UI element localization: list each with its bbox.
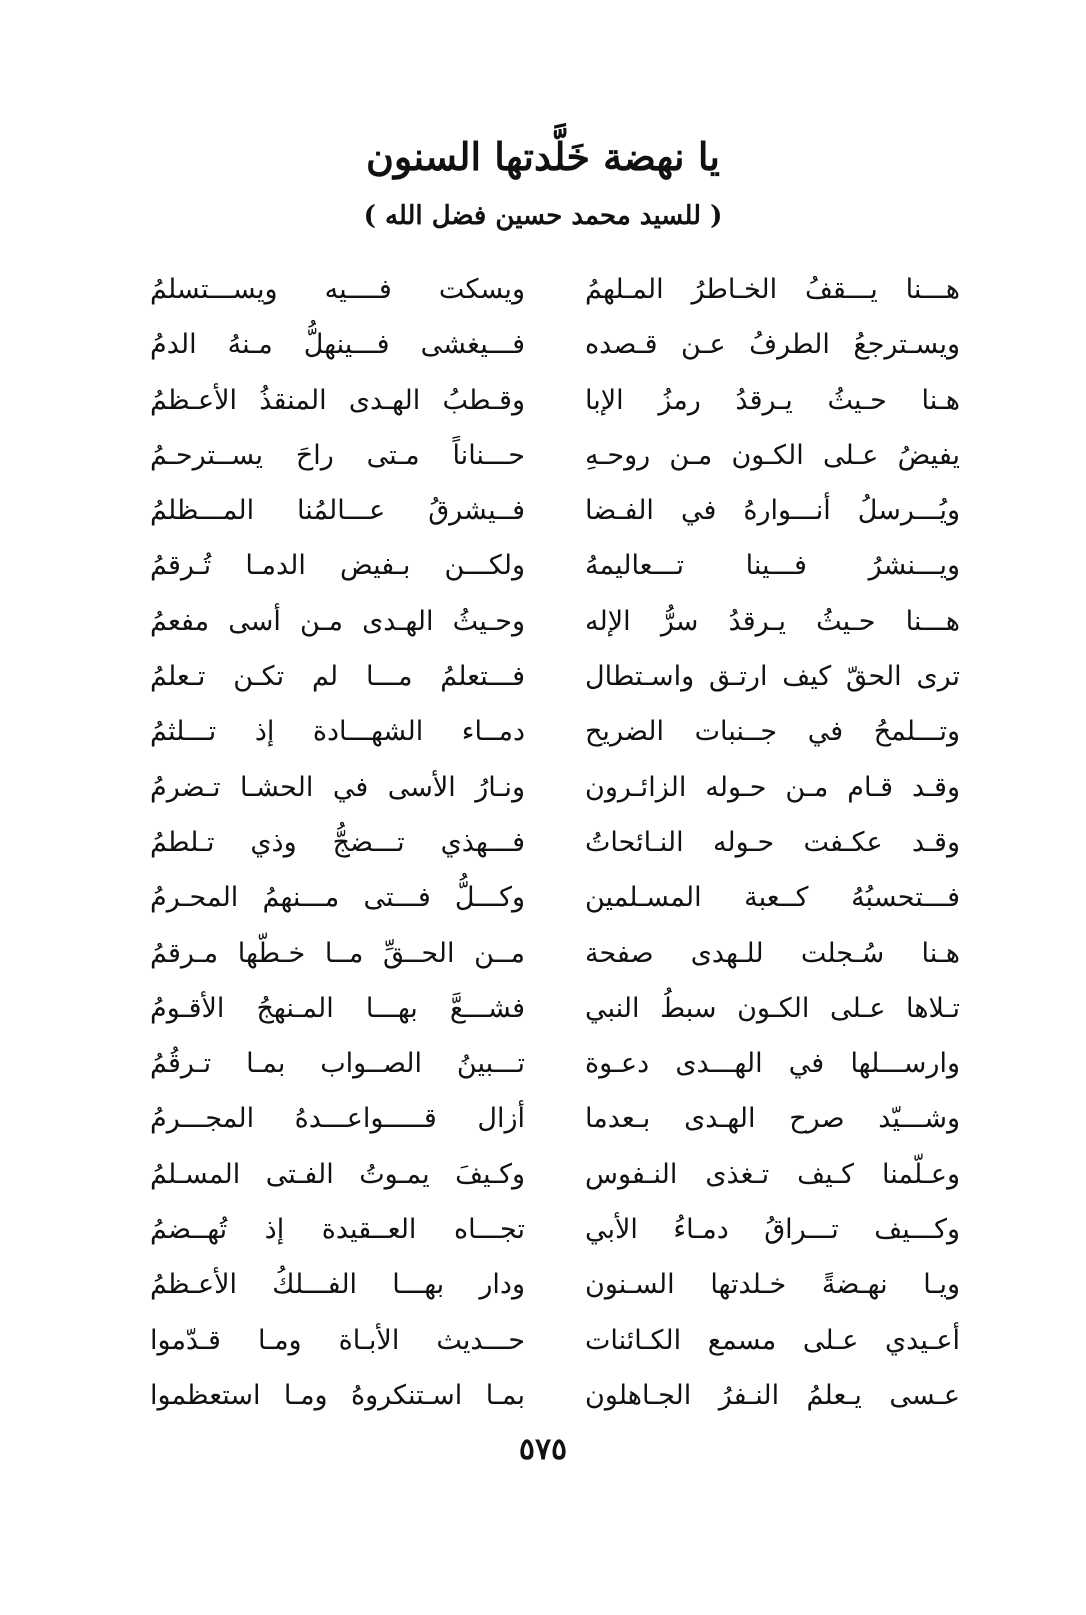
- verse-line: [150, 649, 960, 704]
- poem-body: [150, 262, 960, 1412]
- verse-line: [150, 1091, 960, 1146]
- first-hemistich: هـنا سُـجلت للـهدى صفحة: [585, 937, 960, 969]
- verse-line: [150, 815, 960, 870]
- verse-line: [150, 926, 960, 981]
- second-hemistich: حـــديث الأبـاة ومـا قـدّموا: [150, 1324, 525, 1356]
- verse-line: [150, 760, 960, 815]
- verse-line: [150, 1036, 960, 1091]
- verse-line: [150, 870, 960, 925]
- verse-line: [150, 483, 960, 538]
- second-hemistich: حـــناناً مـتى راحَ يســترحـمُ: [150, 439, 525, 471]
- page-number: ٥٧٥: [518, 1432, 568, 1467]
- first-hemistich: يفيضُ عـلى الكـون مـن روحـهِ: [585, 439, 960, 471]
- first-hemistich: عـسى يـعلمُ النـفرُ الجـاهلون: [585, 1379, 960, 1411]
- verse-line: [150, 1202, 960, 1257]
- first-hemistich: فـــتحسبُهُ كــعبة المسـلمين: [585, 882, 960, 914]
- verse-line: [150, 1313, 960, 1368]
- first-hemistich: تـلاها عـلى الكـون سبطُ النبي: [585, 992, 960, 1024]
- verse-line: [150, 1147, 960, 1202]
- first-hemistich: هـنا حـيثُ يـرقدُ رمزُ الإبا: [585, 384, 960, 416]
- first-hemistich: ويـــنشرُ فـــينا تـــعاليمهُ: [585, 550, 960, 582]
- first-hemistich: هـــنا يـــقفُ الخـاطرُ المـلهمُ: [585, 274, 960, 305]
- verse-line: [150, 1368, 960, 1423]
- second-hemistich: ولكـــن بـفيض الدمـا تُـرقمُ: [150, 550, 525, 582]
- verse-line: [150, 981, 960, 1036]
- second-hemistich: ودار بهـــا الفـــلكُ الأعـظمُ: [150, 1269, 525, 1301]
- second-hemistich: تجـــاه العــقيدة إذ تُهــضمُ: [150, 1214, 525, 1246]
- first-hemistich: وتـــلمحُ في جــنبات الضريح: [585, 716, 960, 748]
- verse-line: [150, 1257, 960, 1312]
- second-hemistich: وكـيفَ يمـوتُ الفـتى المسـلمُ: [150, 1158, 525, 1190]
- verse-line: [150, 594, 960, 649]
- first-hemistich: وقـد قـام مـن حـوله الزائـرون: [585, 771, 960, 803]
- first-hemistich: ويـا نهـضةً خـلدتها السـنون: [585, 1269, 960, 1301]
- second-hemistich: فـــيغشى فـــينهلُّ مـنهُ الدمُ: [150, 329, 525, 361]
- second-hemistich: بمـا اسـتنكروهُ ومـا استعظموا: [150, 1379, 525, 1411]
- first-hemistich: ويسـترجعُ الطرفُ عـن قـصده: [585, 329, 960, 361]
- first-hemistich: أعـيدي عـلى مسمع الكـائنات: [585, 1324, 960, 1356]
- first-hemistich: وارســـلها في الهـــدى دعـوة: [585, 1048, 960, 1080]
- first-hemistich: هـــنا حـيثُ يـرقدُ سرُّ الإله: [585, 605, 960, 637]
- first-hemistich: وقـد عكـفت حـوله النـائحاتُ: [585, 826, 960, 858]
- second-hemistich: تـــبينُ الصــواب بمـا تـرقُمُ: [150, 1048, 525, 1080]
- first-hemistich: وعـلّمنا كـيف تـغذى النـفوس: [585, 1158, 960, 1190]
- verse-line: [150, 262, 960, 317]
- second-hemistich: ونـارُ الأسى في الحشـا تـضرمُ: [150, 771, 525, 803]
- second-hemistich: دمــاء الشهـــادة إذ تـــلثمُ: [150, 716, 525, 748]
- poem-title: يا نهضة خَلَّدتها السنون: [366, 134, 720, 179]
- second-hemistich: مــن الحــقِّ مــا خـطّها مـرقمُ: [150, 937, 525, 969]
- verse-line: [150, 317, 960, 372]
- second-hemistich: وحـيثُ الهـدى مـن أسى مفعمُ: [150, 605, 525, 637]
- verse-line: [150, 373, 960, 428]
- second-hemistich: وقـطبُ الهـدى المنقذُ الأعـظمُ: [150, 384, 525, 416]
- second-hemistich: فشـــعَّ بهـــا المـنهجُ الأقـومُ: [150, 992, 525, 1024]
- second-hemistich: وكـــلُّ فـــتى مـــنهمُ المحـرمُ: [150, 882, 525, 914]
- second-hemistich: ويسكت فــــيه ويســـتسلمُ: [150, 274, 525, 305]
- second-hemistich: أزال قـــــواعـــدهُ المجـــرمُ: [150, 1103, 525, 1135]
- first-hemistich: ويُـــرسلُ أنـــوارهُ في الفـضا: [585, 495, 960, 527]
- second-hemistich: فـــتعلمُ مـــا لم تكـن تـعلمُ: [150, 661, 525, 693]
- second-hemistich: فــيشرقُ عـــالمُنا المـــظلمُ: [150, 495, 525, 527]
- verse-line: [150, 428, 960, 483]
- first-hemistich: وكـــيف تـــراقُ دمـاءُ الأبي: [585, 1214, 960, 1246]
- first-hemistich: وشـــيّد صرح الهـدى بـعدما: [585, 1103, 960, 1135]
- first-hemistich: ترى الحقّ كيف ارتـق واسـتطال: [585, 661, 960, 693]
- second-hemistich: فـــهذي تـــضجُّ وذي تـلطمُ: [150, 826, 525, 858]
- verse-line: [150, 538, 960, 593]
- verse-line: [150, 704, 960, 759]
- poem-author: ( للسيد محمد حسين فضل الله ): [363, 201, 723, 231]
